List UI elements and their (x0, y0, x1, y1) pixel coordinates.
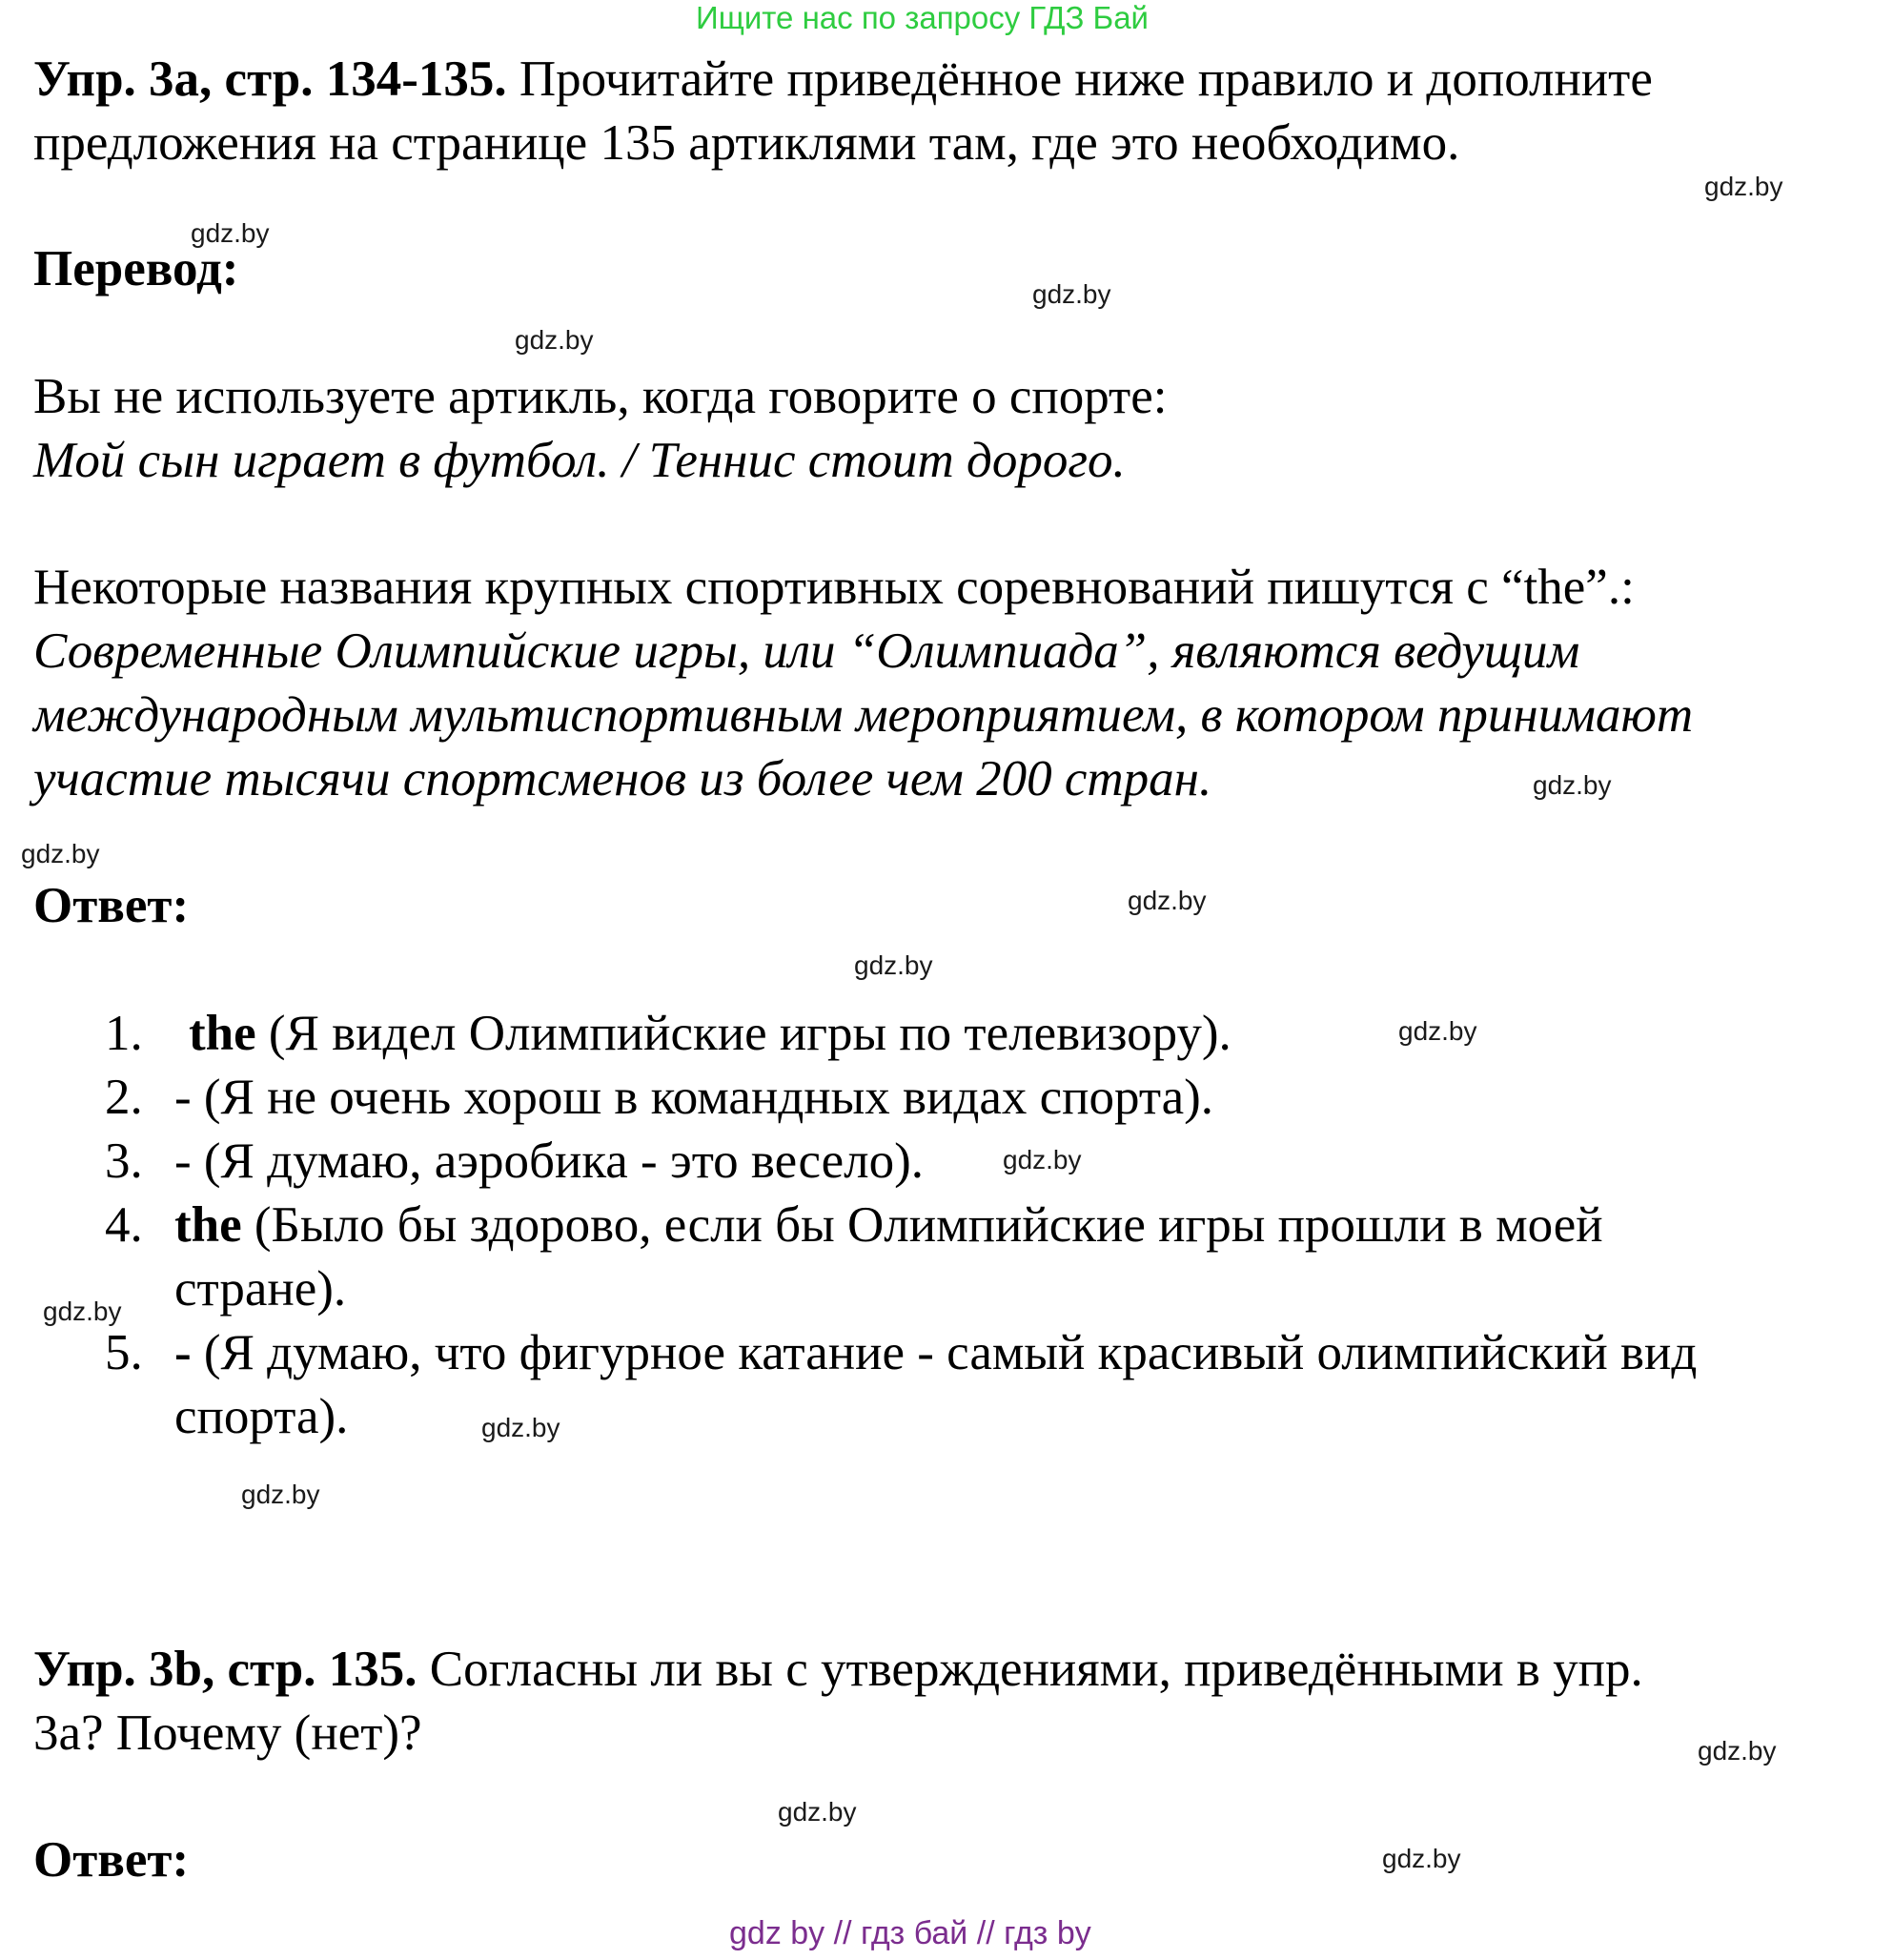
translation-p1-line1: Вы не используете артикль, когда говорите о спорте: (33, 369, 1168, 424)
watermark: gdz.by (854, 950, 933, 980)
watermark: gdz.by (241, 1480, 320, 1509)
watermark: gdz.by (191, 218, 270, 248)
watermark: gdz.by (1398, 1016, 1477, 1046)
answer1-item1-number: 1. (105, 1006, 143, 1061)
answer1-item1-text: (Я видел Олимпийские игры по телевизору). (255, 1006, 1231, 1061)
answer1-item5-text: (Я думаю, что фигурное катание - самый красивый олимпийский вид (191, 1325, 1698, 1380)
translation-p2-line1: Некоторые названия крупных спортивных соревнований пишутся с “the”.: (33, 560, 1635, 615)
answer1-item1-article: the (189, 1006, 256, 1061)
task2-heading: Упр. 3b, стр. 135. (33, 1642, 417, 1697)
watermark: gdz.by (1533, 770, 1612, 800)
watermark: gdz.by (1128, 886, 1207, 915)
watermark: gdz.by (1704, 172, 1783, 201)
answer1-item2-number: 2. (105, 1070, 143, 1125)
task2-line1 (33, 1638, 1643, 1701)
answer1-item1 (189, 1002, 1231, 1065)
task1-line1 (33, 48, 1653, 111)
answer1-heading: Ответ: (33, 878, 190, 933)
watermark: gdz.by (515, 325, 594, 355)
watermark: gdz.by (1698, 1736, 1777, 1766)
answer1-item2-text: (Я не очень хорош в командных видах спорта). (191, 1070, 1214, 1125)
answer1-item4-text-cont: стране). (174, 1261, 347, 1317)
watermark: gdz.by (778, 1797, 857, 1827)
translation-p1-line2: Мой сын играет в футбол. / Теннис стоит дорого. (33, 433, 1126, 488)
answer2-heading: Ответ: (33, 1832, 190, 1888)
answer1-item5-article: - (174, 1325, 192, 1380)
answer1-item3-text: (Я думаю, аэробика - это весело). (191, 1133, 925, 1189)
answer1-item4-text: (Было бы здорово, если бы Олимпийские игры прошли в моей (241, 1197, 1603, 1253)
top-banner: Ищите нас по запросу ГДЗ Бай (696, 0, 1149, 35)
answer1-item3 (174, 1130, 924, 1193)
watermark: gdz.by (1003, 1145, 1082, 1174)
task1-heading: Упр. 3а, стр. 134-135. (33, 51, 507, 107)
watermark: gdz.by (21, 839, 100, 868)
task1-text-line2: предложения на странице 135 артиклями там, где это необходимо. (33, 115, 1460, 171)
watermark: gdz.by (1032, 279, 1111, 309)
task1-text-line1: Прочитайте приведённое ниже правило и дополните (506, 51, 1653, 107)
answer1-item4-article: the (174, 1197, 242, 1253)
answer1-item4 (174, 1194, 1603, 1256)
task2-text-line2: 3а? Почему (нет)? (33, 1705, 422, 1761)
watermark: gdz.by (43, 1296, 122, 1326)
answer1-item3-number: 3. (105, 1133, 143, 1189)
answer1-item4-number: 4. (105, 1197, 143, 1253)
translation-p2-line2: Современные Олимпийские игры, или “Олимпиада”, являются ведущим (33, 623, 1580, 679)
translation-heading: Перевод: (33, 241, 239, 296)
translation-p2-line4: участие тысячи спортсменов из более чем 200 стран. (33, 751, 1212, 806)
answer1-item2 (174, 1066, 1213, 1129)
answer1-item5-number: 5. (105, 1325, 143, 1380)
translation-p2-line3: международным мультиспортивным мероприятием, в котором принимают (33, 687, 1694, 743)
answer1-item2-article: - (174, 1070, 192, 1125)
watermark: gdz.by (481, 1413, 560, 1442)
answer1-item5 (174, 1321, 1697, 1384)
answer1-item3-article: - (174, 1133, 192, 1189)
watermark: gdz.by (1382, 1844, 1461, 1873)
footer: gdz by // гдз бай // гдз by (729, 1915, 1091, 1951)
answer1-item5-text-cont: спорта). (174, 1389, 349, 1444)
task2-text-line1: Согласны ли вы с утверждениями, приведёнными в упр. (417, 1642, 1643, 1697)
